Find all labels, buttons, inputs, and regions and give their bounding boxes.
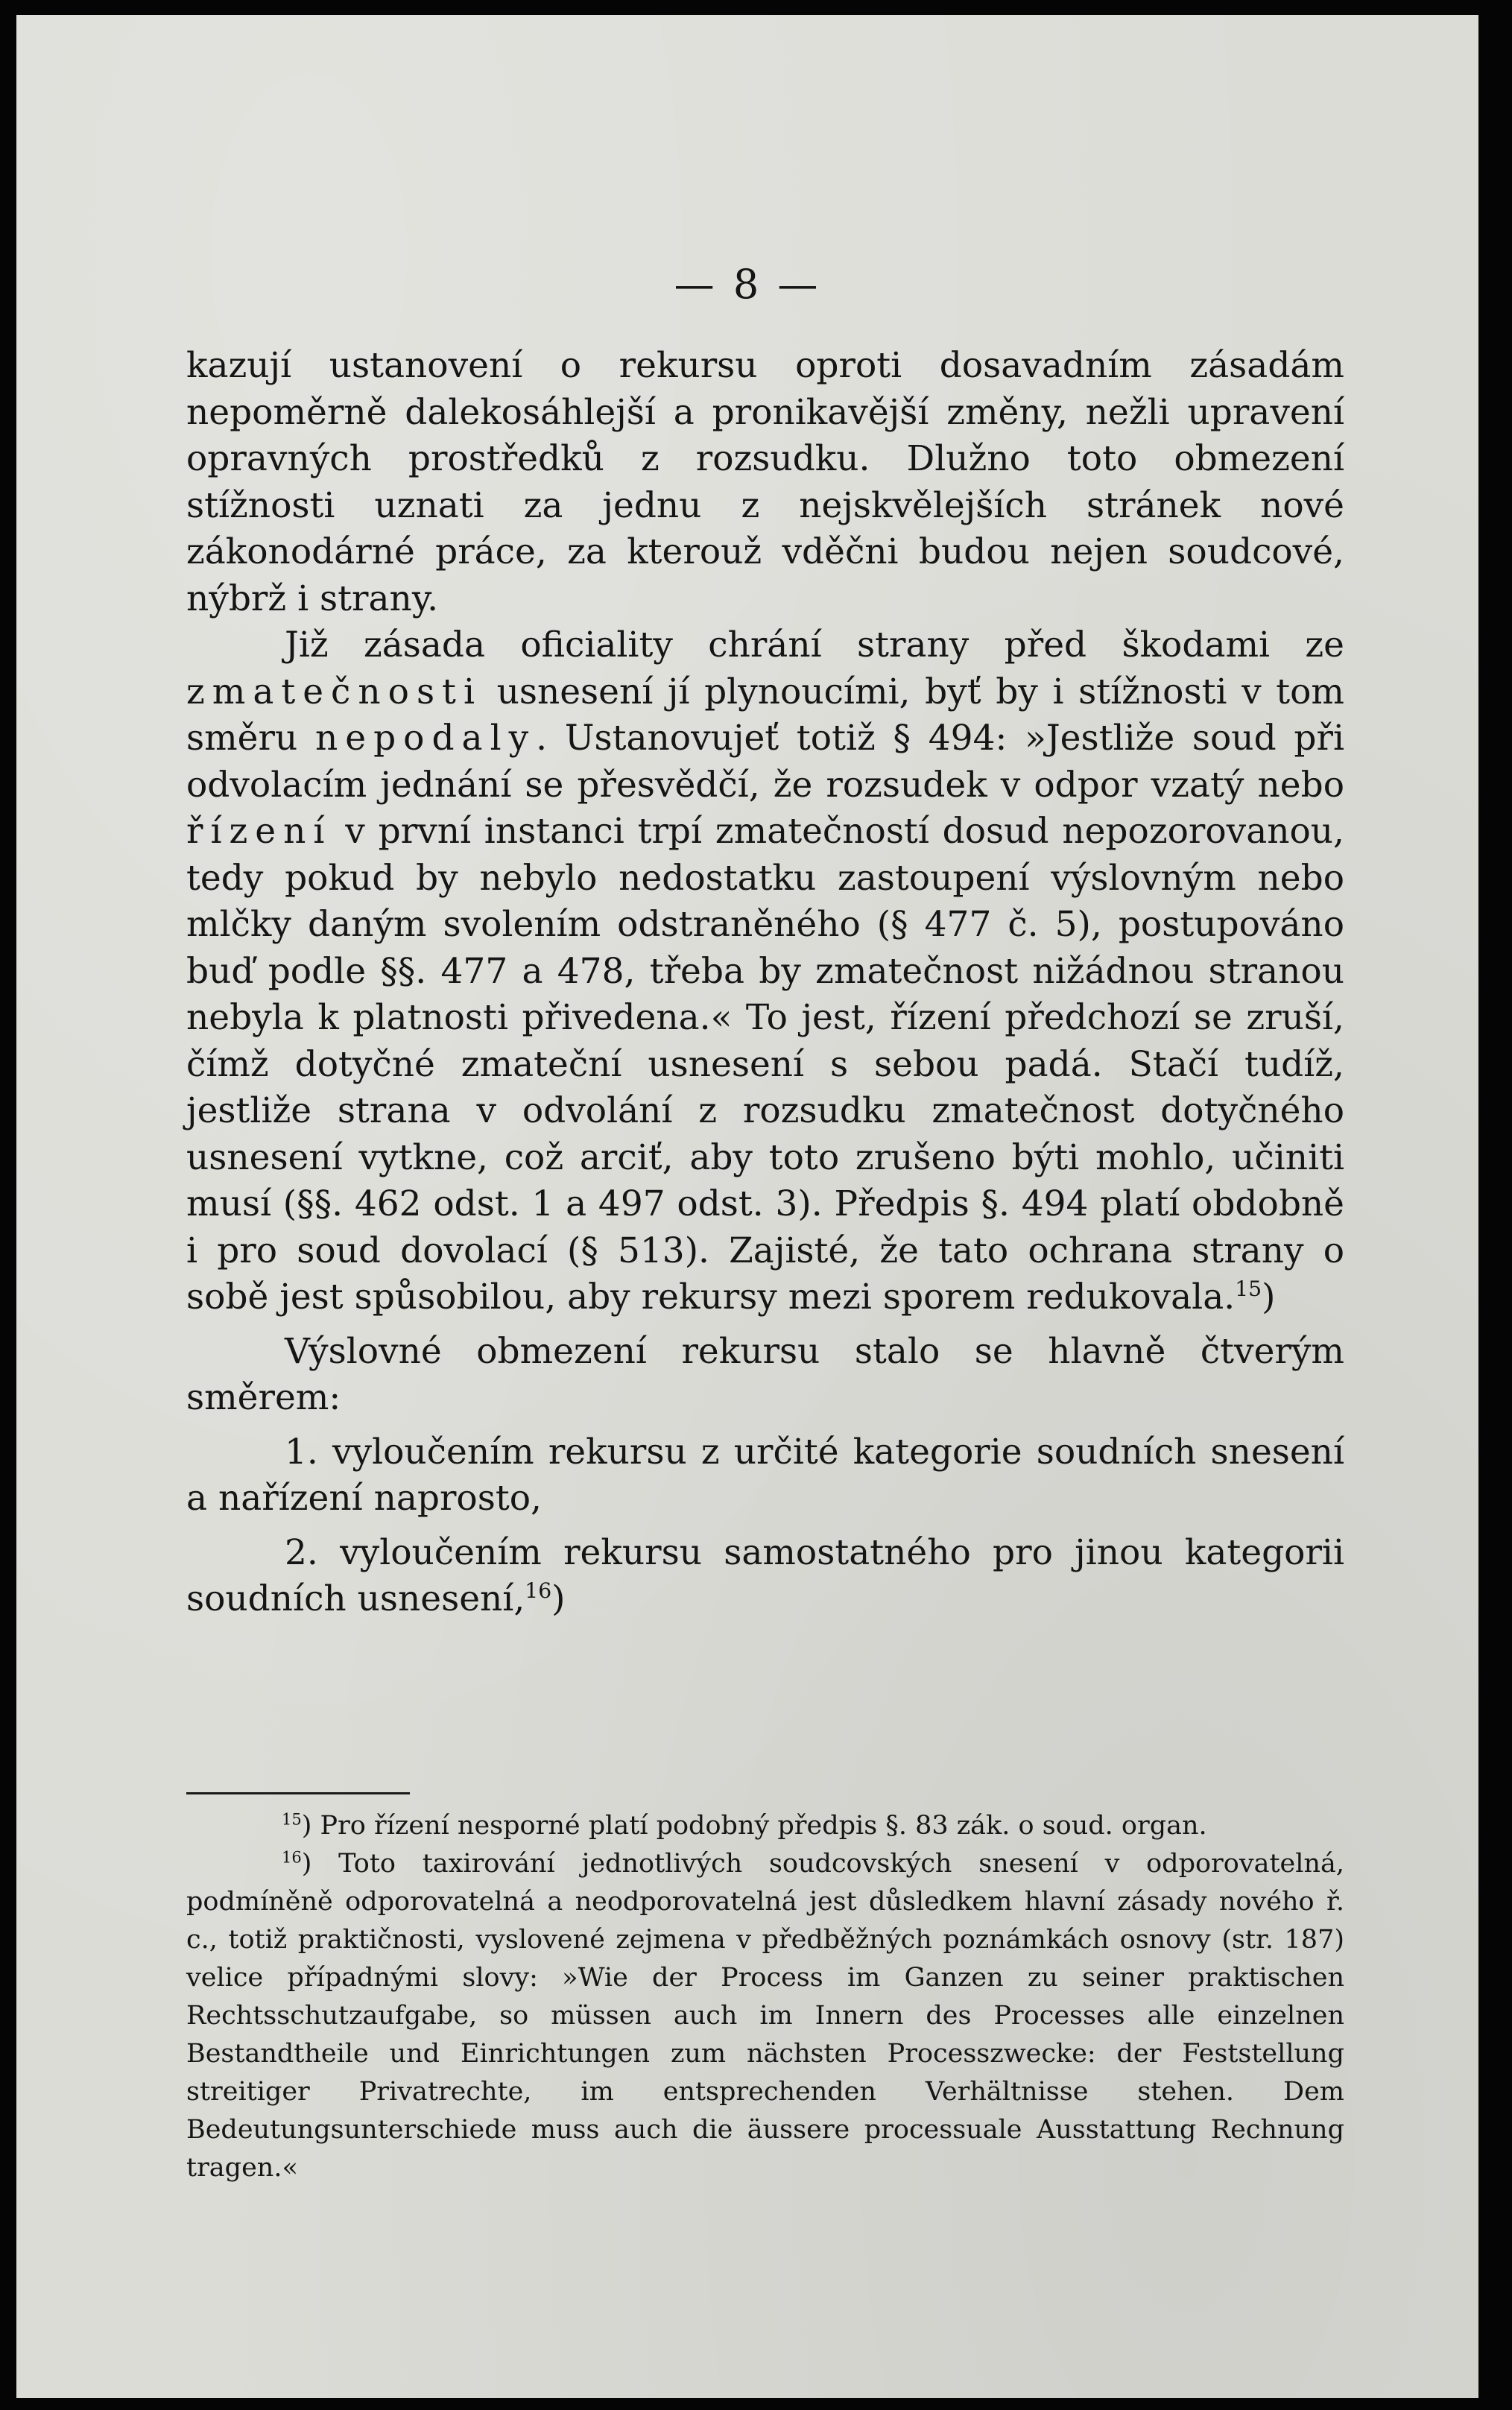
emphasis-nepodaly: nepodaly	[315, 718, 537, 759]
footnote-16-text: Toto taxirování jednotlivých soudcovských snesení v odporovatelná, podmíněně odporovatelná a neodporovatelná jest důsledkem hlavní zásady nového ř. c., totiž praktičnosti, vyslovené zejmena v předběžných poznámkách osnovy (str. 187) velice případnými slovy: »Wie der Process im Ganzen zu seiner praktischen Rechtsschutzaufgabe, so müssen auch im Innern des Processes alle einzelnen Bestandtheile und Einrichtungen zum nächsten Processzwecke: der Feststellung streitiger Privatrechte, im entsprechenden Verhältnisse stehen. Dem Bedeutungsunterschiede muss auch die äussere processuale Ausstattung Rechnung tragen.«	[186, 1849, 1344, 2183]
emphasis-rizeni: řízení	[186, 811, 332, 852]
footnote-ref-15: 15	[1235, 1277, 1262, 1302]
footnote-15-close: )	[301, 1811, 312, 1841]
paragraph-2	[186, 622, 1344, 1321]
list-item-2-text: 2. vyloučením rekursu samostatného pro jinou kategorii soudních usnesení,	[186, 1531, 1344, 1619]
footnote-15-text: Pro řízení nesporné platí podobný předpis §. 83 zák. o soud. organ.	[311, 1811, 1207, 1841]
emphasis-zmatecnosti: zmatečnosti	[186, 671, 482, 712]
paragraph-3: Výslovné obmezení rekursu stalo se hlavně čtverým směrem:	[186, 1330, 1344, 1418]
footnote-ref-15-close: )	[1262, 1277, 1276, 1318]
footnotes	[186, 1807, 1344, 2187]
footnote-15-number: 15	[282, 1810, 302, 1829]
footnote-15	[186, 1807, 1344, 1845]
paragraph-1: kazují ustanovení o rekursu oproti dosavadním zásadám nepoměrně dalekosáhlejší a pronikavější změny, nežli upravení opravných prostředků z rozsudku. Dlužno toto obmezení stížnosti uznati za jednu z nejskvělejších stránek nové zákonodárné práce, za kterouž vděčni budou nejen soudcové, nýbrž i strany.	[186, 345, 1344, 619]
footnote-ref-16-close: )	[551, 1578, 566, 1619]
paragraph-2-part-2: usnesení jí plynoucími, byť by i stížnosti v tom směru	[186, 671, 1344, 759]
paragraph-2-part-1: Již zásada oficiality chrání strany před škodami ze	[285, 624, 1344, 665]
list-item-2	[186, 1530, 1344, 1623]
footnote-16-number: 16	[282, 1848, 302, 1867]
page-number: — 8 —	[674, 261, 821, 308]
list-item-1: 1. vyloučením rekursu z určité kategorie soudních snesení a nařízení naprosto,	[186, 1431, 1344, 1519]
footnote-divider	[186, 1792, 410, 1794]
main-text	[186, 343, 1344, 1623]
paragraph-2-part-3: . Ustanovujeť totiž § 494: »Jestliže soud při odvolacím jednání se přesvědčí, že rozsudek v odpor vzatý nebo	[186, 718, 1344, 806]
book-page	[16, 15, 1478, 2398]
footnote-16-close: )	[301, 1849, 312, 1879]
paragraph-2-part-4: v první instanci trpí zmatečností dosud nepozorovanou, tedy pokud by nebylo nedostatku zastoupení výslovným nebo mlčky daným svolením odstraněného (§ 477 č. 5), postupováno buď podle §§. 477 a 478, třeba by zmatečnost nižádnou stranou nebyla k platnosti přivedena.« To jest, řízení předchozí se zruší, čímž dotyčné zmateční usnesení s sebou padá. Stačí tudíž, jestliže strana v odvolání z rozsudku zmatečnost dotyčného usnesení vytkne, což arciť, aby toto zrušeno býti mohlo, učiniti musí (§§. 462 odst. 1 a 497 odst. 3). Předpis §. 494 platí obdobně i pro soud dovolací (§ 513). Zajisté, že tato ochrana strany o sobě jest spůsobilou, aby rekursy mezi sporem redukovala.	[186, 811, 1344, 1318]
footnote-16	[186, 1845, 1344, 2187]
footnote-ref-16: 16	[525, 1578, 552, 1604]
